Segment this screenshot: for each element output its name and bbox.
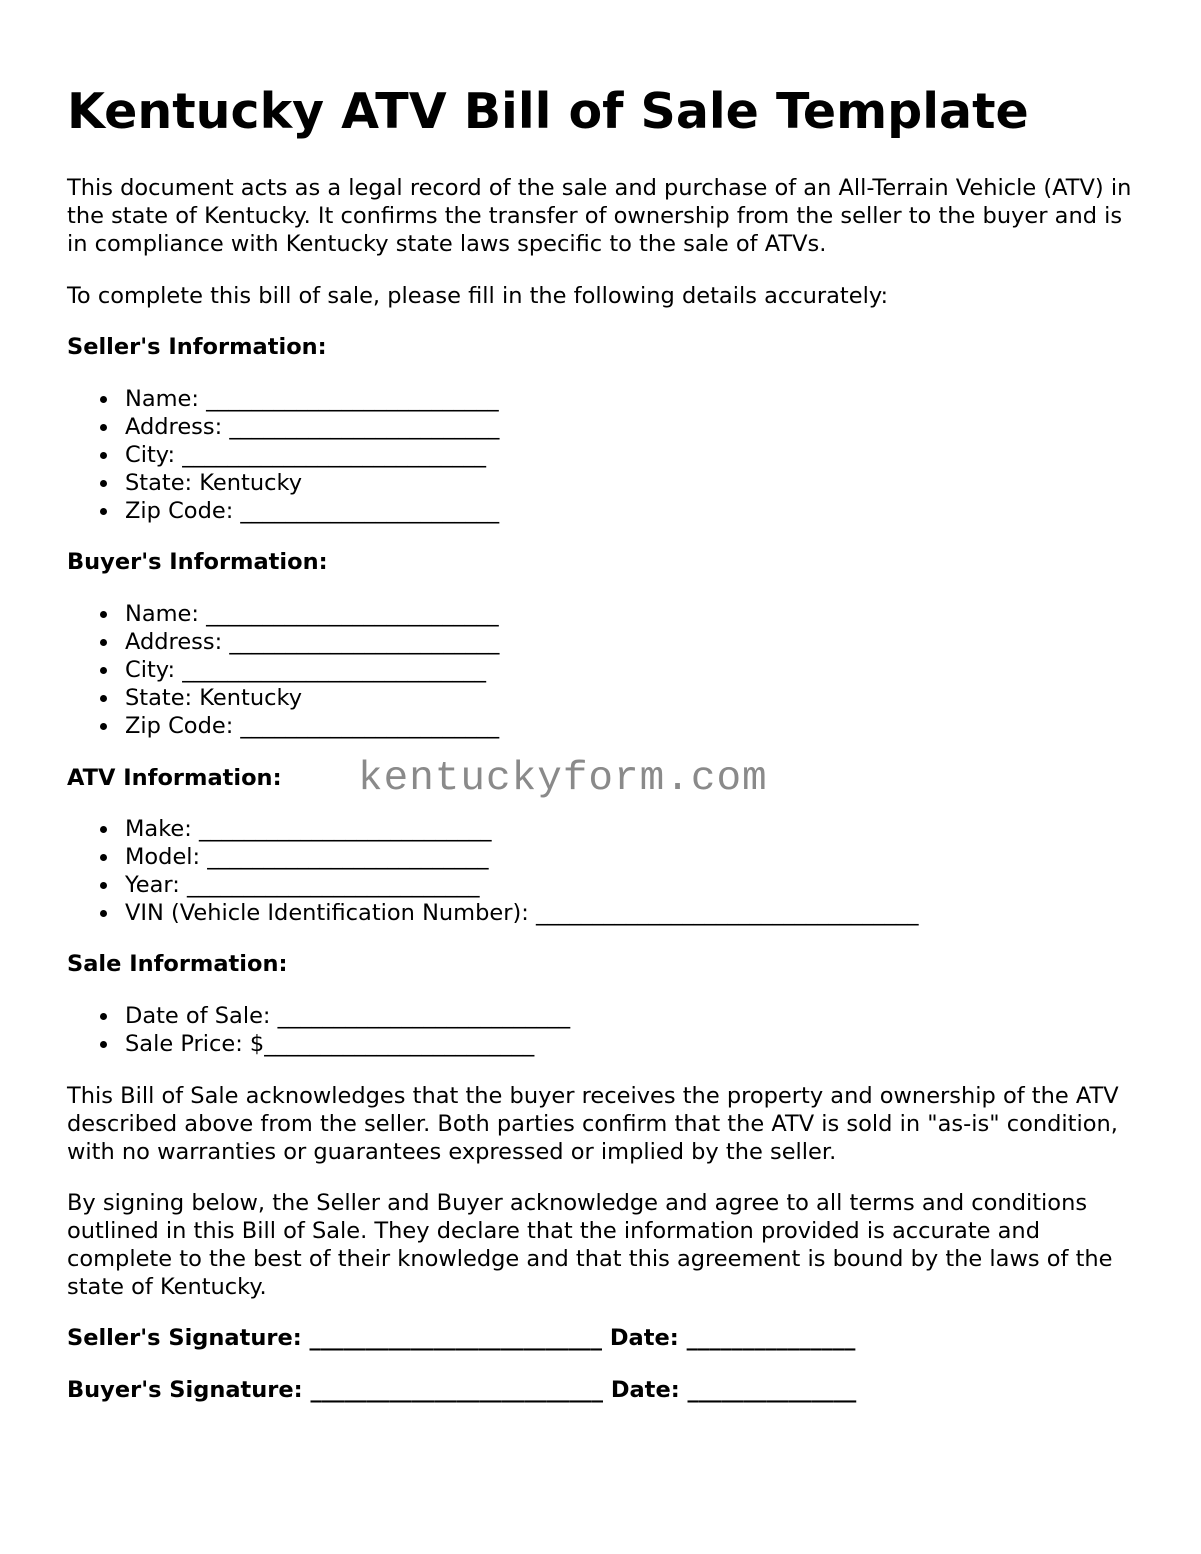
buyer-address-field: Address: ________________________: [125, 629, 500, 655]
watermark: kentuckyform.com: [358, 756, 768, 802]
sale-price-field: Sale Price: $________________________: [125, 1030, 570, 1058]
sale-section-heading: Sale Information:: [67, 951, 288, 977]
buyer-zip-field: Zip Code: _______________________: [125, 713, 500, 739]
buyer-city-field: City: ___________________________: [125, 656, 499, 684]
atv-section-heading: ATV Information:: [67, 765, 282, 791]
seller-zip-field: Zip Code: _______________________: [125, 498, 500, 524]
buyer-state-field: State: Kentucky: [125, 684, 499, 712]
buyer-signature-line: Buyer's Signature: __________________________ Date: _______________: [67, 1377, 857, 1403]
buyer-section-heading: Buyer's Information:: [67, 549, 328, 575]
agreement-paragraph: By signing below, the Seller and Buyer acknowledge and agree to all terms and conditions outlined in this Bill of Sale. They declare that the information provided is accurate and complete to the best of their knowledge and that this agreement is bound by the laws of the state of Kentucky.: [67, 1190, 1113, 1300]
buyer-info-list: [67, 600, 499, 740]
atv-year-field: Year: __________________________: [125, 871, 918, 899]
seller-address-field: Address: ________________________: [125, 414, 500, 440]
atv-info-list: [67, 815, 918, 927]
atv-vin-field: VIN (Vehicle Identification Number): __________________________________: [125, 900, 919, 926]
instructions-paragraph: To complete this bill of sale, please fill in the following details accurately:: [67, 283, 889, 309]
seller-state-field: State: Kentucky: [125, 469, 499, 497]
atv-model-field: Model: _________________________: [125, 843, 918, 871]
seller-name-field: Name: __________________________: [125, 386, 499, 412]
sale-date-field: Date of Sale: __________________________: [125, 1003, 571, 1029]
intro-paragraph: This document acts as a legal record of the sale and purchase of an All-Terrain Vehicle (ATV) in the state of Kentucky. It confirms the transfer of ownership from the seller to the buyer and is in compliance with Kentucky state laws specific to the sale of ATVs.: [67, 175, 1132, 257]
buyer-name-field: Name: __________________________: [125, 601, 499, 627]
seller-city-field: City: ___________________________: [125, 441, 499, 469]
page-title: Kentucky ATV Bill of Sale Template: [67, 83, 1029, 140]
seller-signature-line: Seller's Signature: __________________________ Date: _______________: [67, 1325, 856, 1351]
atv-make-field: Make: __________________________: [125, 815, 918, 843]
seller-section-heading: Seller's Information:: [67, 334, 327, 360]
acknowledgment-paragraph: This Bill of Sale acknowledges that the buyer receives the property and ownership of the ATV described above from the seller. Both parties confirm that the ATV is sold in "as-is" condition, with no warranties or guarantees expressed or implied by the seller.: [67, 1083, 1119, 1165]
sale-info-list: [67, 1002, 570, 1058]
seller-info-list: [67, 385, 499, 525]
